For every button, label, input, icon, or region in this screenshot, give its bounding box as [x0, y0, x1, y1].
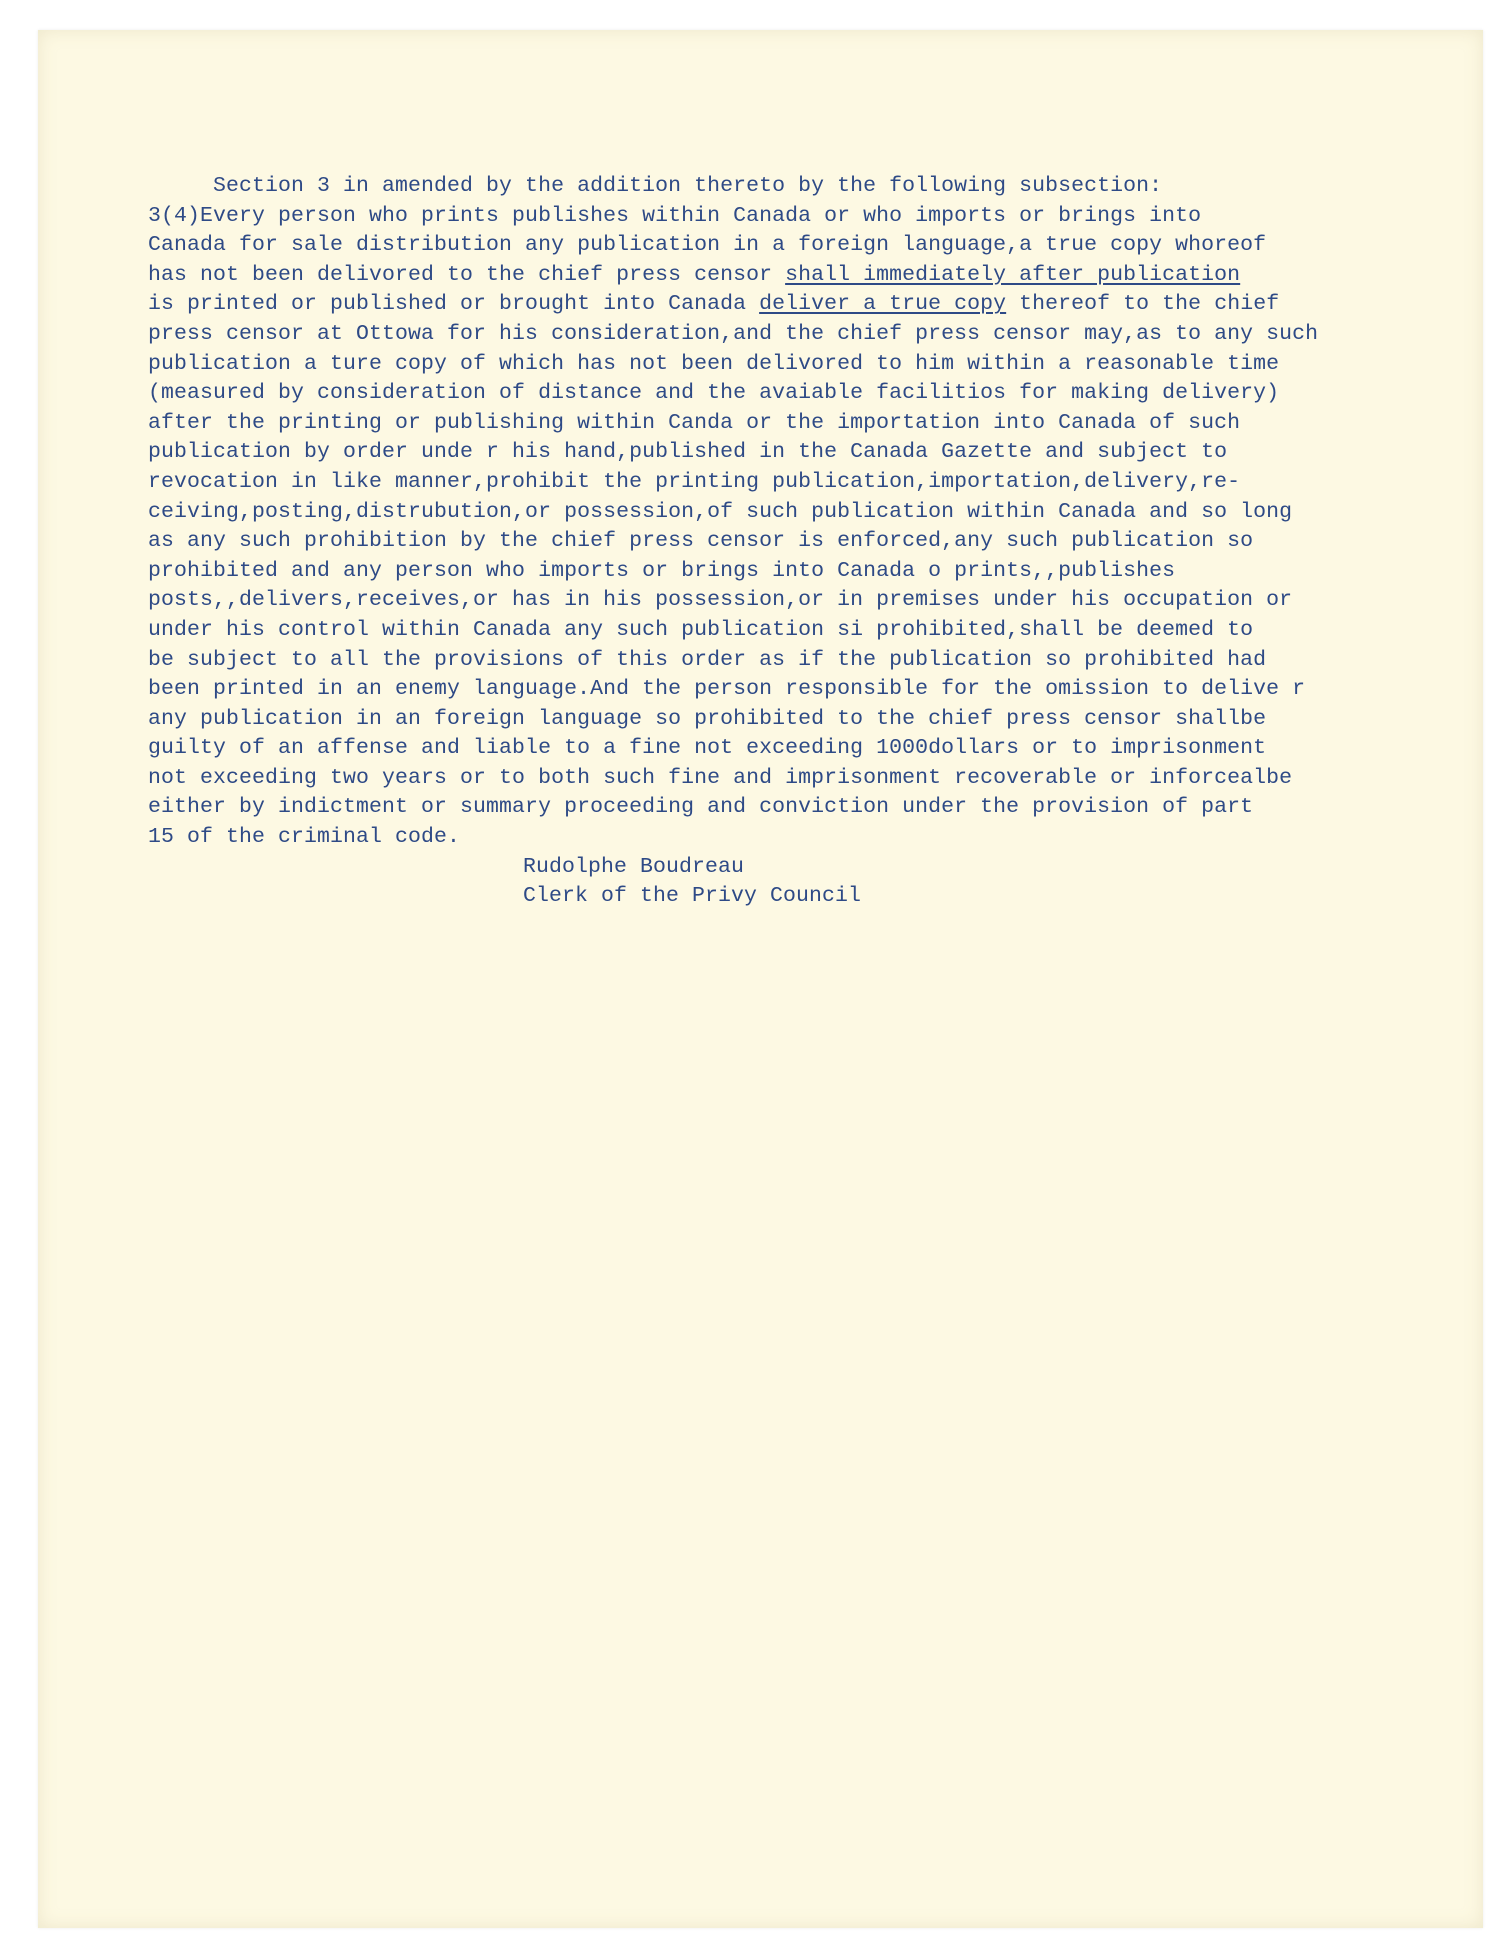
underlined-phrase: deliver a true copy: [759, 292, 1007, 317]
text-line: [148, 290, 1448, 320]
signature-name: Rudolphe Boudreau: [523, 854, 745, 879]
text-line: after the printing or publishing within Canda or the importation into Canada of such: [148, 410, 1241, 435]
text-line: ceiving,posting,distrubution,or possession,of such publication within Canada and so long: [148, 499, 1293, 524]
text-line: guilty of an affense and liable to a fine not exceeding 1000dollars or to imprisonment: [148, 736, 1267, 761]
text-line: publication by order unde r his hand,published in the Canada Gazette and subject to: [148, 440, 1228, 465]
text-line: publication a ture copy of which has not been delivored to him within a reasonable time: [148, 351, 1280, 376]
text-segment: has not been delivored to the chief press censor: [148, 262, 786, 287]
text-line: prohibited and any person who imports or brings into Canada o prints,,publishes: [148, 558, 1176, 583]
document-page: [38, 30, 1483, 1928]
text-line: 15 of the criminal code.: [148, 825, 461, 850]
text-line: be subject to all the provisions of this order as if the publication so prohibited had: [148, 647, 1267, 672]
text-line: been printed in an enemy language.And the person responsible for the omission to delive r: [148, 677, 1306, 702]
signature-title: Clerk of the Privy Council: [523, 884, 862, 909]
text-line: (measured by consideration of distance and the avaiable facilitios for making delivery): [148, 381, 1280, 406]
text-line: revocation in like manner,prohibit the printing publication,importation,delivery,re-: [148, 469, 1241, 494]
text-line: press censor at Ottowa for his consideration,and the chief press censor may,as to any such: [148, 321, 1319, 346]
text-line: 3(4)Every person who prints publishes within Canada or who imports or brings into: [148, 203, 1202, 228]
text-line: as any such prohibition by the chief press censor is enforced,any such publication so: [148, 529, 1254, 554]
text-line: posts,,delivers,receives,or has in his possession,or in premises under his occupation or: [148, 588, 1293, 613]
text-line: not exceeding two years or to both such fine and imprisonment recoverable or inforcealbe: [148, 765, 1293, 790]
text-line: Canada for sale distribution any publication in a foreign language,a true copy whoreof: [148, 233, 1267, 258]
text-segment: is printed or published or brought into Canada: [148, 292, 760, 317]
text-line: [148, 261, 1448, 291]
text-segment: thereof to the chief: [1006, 292, 1280, 317]
underlined-phrase: shall immediately after publication: [785, 262, 1241, 287]
text-line: under his control within Canada any such publication si prohibited,shall be deemed to: [148, 617, 1254, 642]
text-line: either by indictment or summary proceeding and conviction under the provision of part: [148, 795, 1254, 820]
document-body: [148, 172, 1448, 912]
text-line: any publication in an foreign language so prohibited to the chief press censor shallbe: [148, 706, 1267, 731]
text-line: Section 3 in amended by the addition thereto by the following subsection:: [148, 174, 1163, 198]
